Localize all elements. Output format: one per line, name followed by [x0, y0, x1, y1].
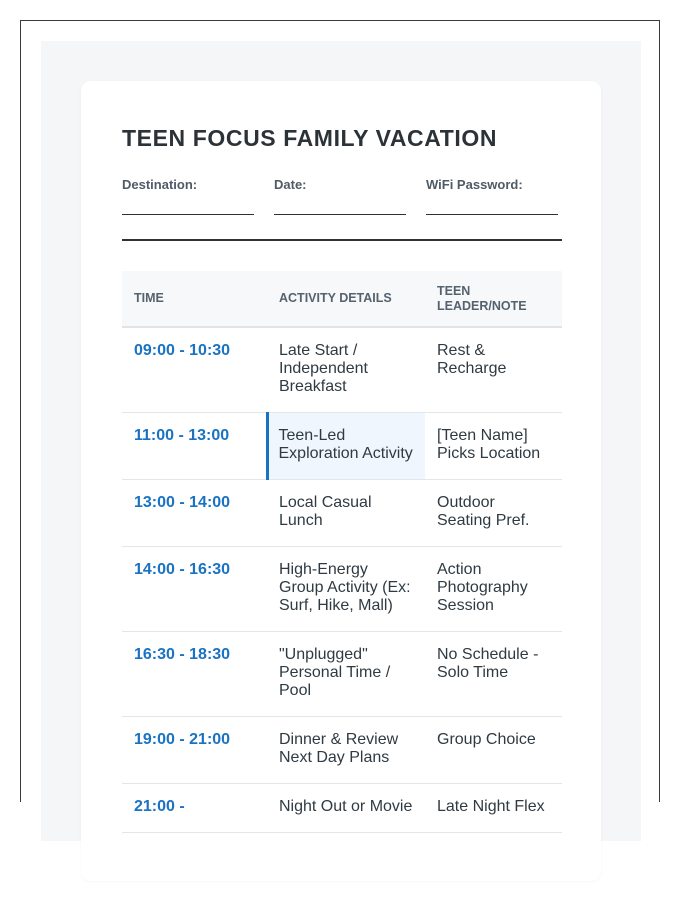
- row-note: [Teen Name] Picks Location: [425, 413, 562, 480]
- table-row: [122, 327, 562, 413]
- table-row: [122, 632, 562, 717]
- date-field[interactable]: [274, 177, 406, 192]
- row-note: Group Choice: [425, 717, 562, 784]
- destination-field[interactable]: [122, 177, 254, 192]
- table-row: [122, 717, 562, 784]
- row-time: 21:00 -: [122, 784, 267, 833]
- wifi-password-line: [426, 214, 558, 215]
- table-row: [122, 547, 562, 632]
- row-activity-highlighted: Teen-Led Exploration Activity: [267, 413, 425, 480]
- row-activity: Night Out or Movie: [267, 784, 425, 833]
- date-line: [274, 214, 406, 215]
- document-title: TEEN FOCUS FAMILY VACATION: [122, 125, 498, 151]
- row-activity: Dinner & Review Next Day Plans: [267, 717, 425, 784]
- row-time: 13:00 - 14:00: [122, 480, 267, 547]
- destination-label: Destination:: [122, 177, 198, 192]
- itinerary-content: [81, 81, 601, 815]
- date-label: Date:: [274, 177, 307, 192]
- wifi-password-label: WiFi Password:: [426, 177, 523, 192]
- wifi-password-field[interactable]: [426, 177, 558, 192]
- row-activity: "Unplugged" Personal Time / Pool: [267, 632, 425, 717]
- info-fields: [122, 177, 562, 241]
- header-time: TIME: [122, 271, 267, 327]
- destination-line: [122, 214, 254, 215]
- header-note: TEEN LEADER/NOTE: [425, 271, 562, 327]
- row-note: Action Photography Session: [425, 547, 562, 632]
- table-row: [122, 413, 562, 480]
- row-time: 19:00 - 21:00: [122, 717, 267, 784]
- row-activity: Late Start / Independent Breakfast: [267, 327, 425, 413]
- row-note: Rest & Recharge: [425, 327, 562, 413]
- header-activity: ACTIVITY DETAILS: [267, 271, 425, 327]
- row-note: Outdoor Seating Pref.: [425, 480, 562, 547]
- row-time: 09:00 - 10:30: [122, 327, 267, 413]
- schedule-table: [122, 271, 562, 833]
- table-row: [122, 784, 562, 833]
- row-time: 16:30 - 18:30: [122, 632, 267, 717]
- row-time: 11:00 - 13:00: [122, 413, 267, 480]
- table-row: [122, 480, 562, 547]
- row-activity: Local Casual Lunch: [267, 480, 425, 547]
- row-time: 14:00 - 16:30: [122, 547, 267, 632]
- row-note: No Schedule - Solo Time: [425, 632, 562, 717]
- table-header-row: [122, 271, 562, 327]
- row-note: Late Night Flex: [425, 784, 562, 833]
- row-activity: High-Energy Group Activity (Ex: Surf, Hike, Mall): [267, 547, 425, 632]
